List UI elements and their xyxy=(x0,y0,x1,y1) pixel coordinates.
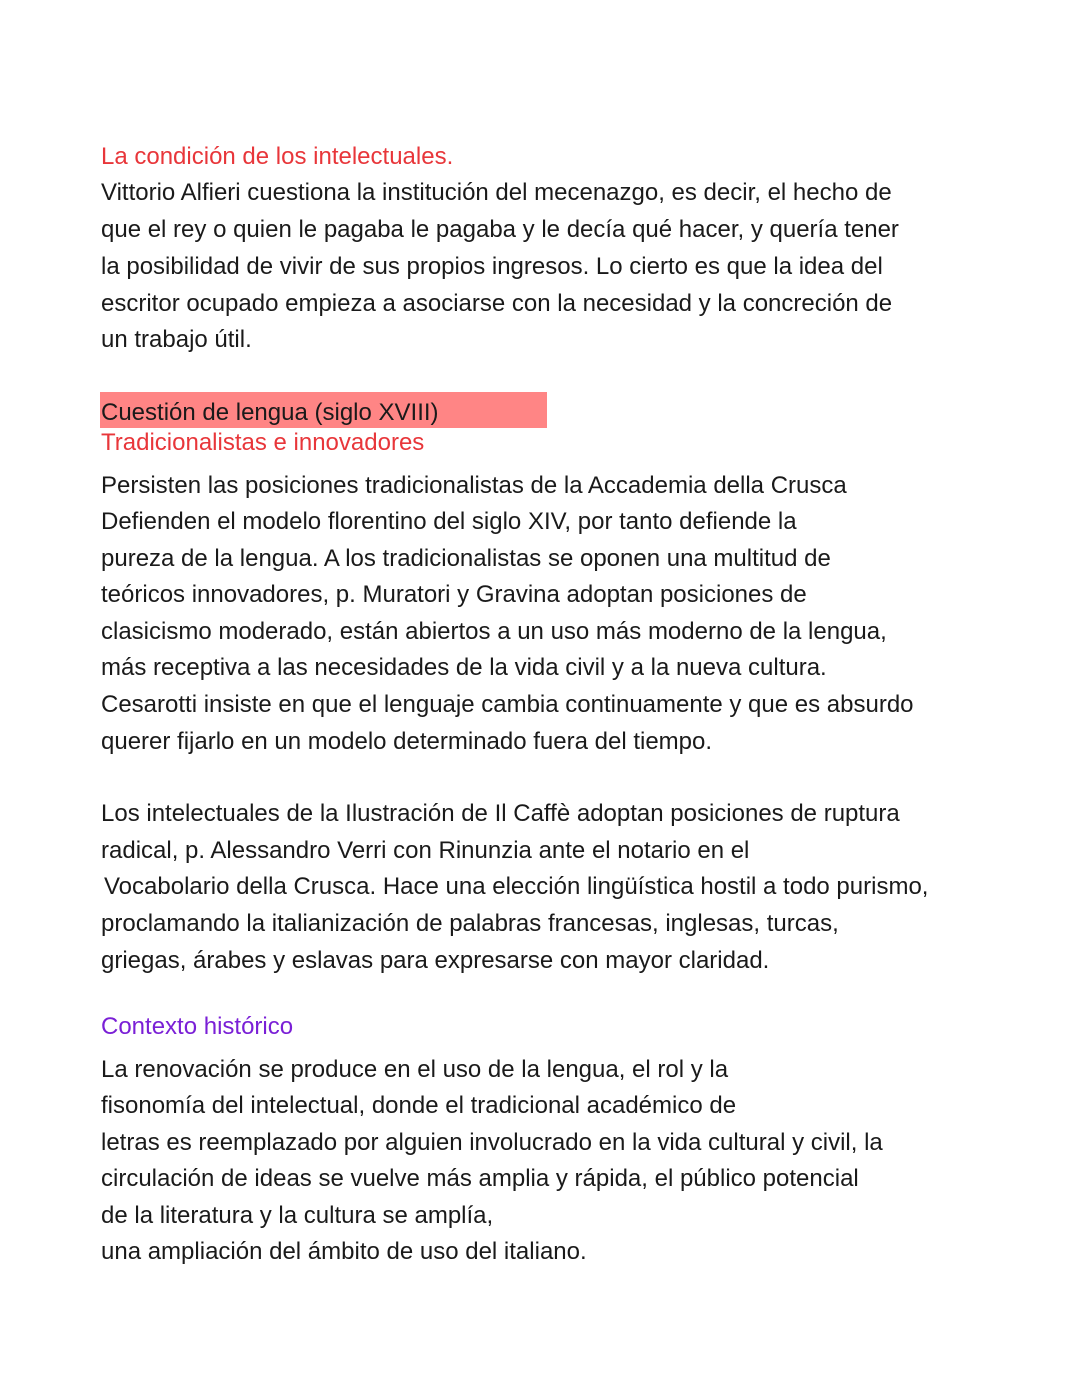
paragraph-line: Vittorio Alfieri cuestiona la institución del mecenazgo, es decir, el hecho de xyxy=(101,179,892,206)
paragraph-line: griegas, árabes y eslavas para expresarse con mayor claridad. xyxy=(101,947,770,974)
section-subheading-tradicionalistas: Tradicionalistas e innovadores xyxy=(101,429,425,456)
paragraph-line: circulación de ideas se vuelve más amplia y rápida, el público potencial xyxy=(101,1165,859,1192)
paragraph-line: letras es reemplazado por alguien involucrado en la vida cultural y civil, la xyxy=(101,1129,883,1156)
paragraph-line: Cesarotti insiste en que el lenguaje cambia continuamente y que es absurdo xyxy=(101,691,914,718)
paragraph-line: Defienden el modelo florentino del siglo XIV, por tanto defiende la xyxy=(101,508,797,535)
paragraph-line: La renovación se produce en el uso de la lengua, el rol y la xyxy=(101,1056,729,1083)
paragraph-line: Persisten las posiciones tradicionalistas de la Accademia della Crusca xyxy=(101,472,847,499)
paragraph-line: pureza de la lengua. A los tradicionalistas se oponen una multitud de xyxy=(101,545,831,572)
paragraph-line: la posibilidad de vivir de sus propios ingresos. Lo cierto es que la idea del xyxy=(101,253,883,280)
paragraph-line: querer fijarlo en un modelo determinado fuera del tiempo. xyxy=(101,728,713,755)
section-heading-contexto: Contexto histórico xyxy=(101,1013,294,1040)
paragraph-line: una ampliación del ámbito de uso del italiano. xyxy=(101,1238,587,1265)
section-heading-cuestion-lengua: Cuestión de lengua (siglo XVIII) xyxy=(101,399,439,426)
section-heading-intelectuales: La condición de los intelectuales. xyxy=(101,143,454,170)
paragraph-line: más receptiva a las necesidades de la vida civil y a la nueva cultura. xyxy=(101,654,827,681)
paragraph-line: que el rey o quien le pagaba le pagaba y le decía qué hacer, y quería tener xyxy=(101,216,899,243)
paragraph-line: fisonomía del intelectual, donde el tradicional académico de xyxy=(101,1092,737,1119)
paragraph-line: radical, p. Alessandro Verri con Rinunzia ante el notario en el xyxy=(101,837,750,864)
paragraph-line: Los intelectuales de la Ilustración de Il Caffè adoptan posiciones de ruptura xyxy=(101,800,900,827)
paragraph-line: escritor ocupado empieza a asociarse con la necesidad y la concreción de xyxy=(101,290,893,317)
paragraph-line: clasicismo moderado, están abiertos a un uso más moderno de la lengua, xyxy=(101,618,887,645)
paragraph-line: teóricos innovadores, p. Muratori y Gravina adoptan posiciones de xyxy=(101,581,807,608)
paragraph-line: Vocabolario della Crusca. Hace una elección lingüística hostil a todo purismo, xyxy=(104,873,929,900)
paragraph-line: un trabajo útil. xyxy=(101,326,252,353)
paragraph-line: proclamando la italianización de palabras francesas, inglesas, turcas, xyxy=(101,910,839,937)
paragraph-line: de la literatura y la cultura se amplía, xyxy=(101,1202,494,1229)
